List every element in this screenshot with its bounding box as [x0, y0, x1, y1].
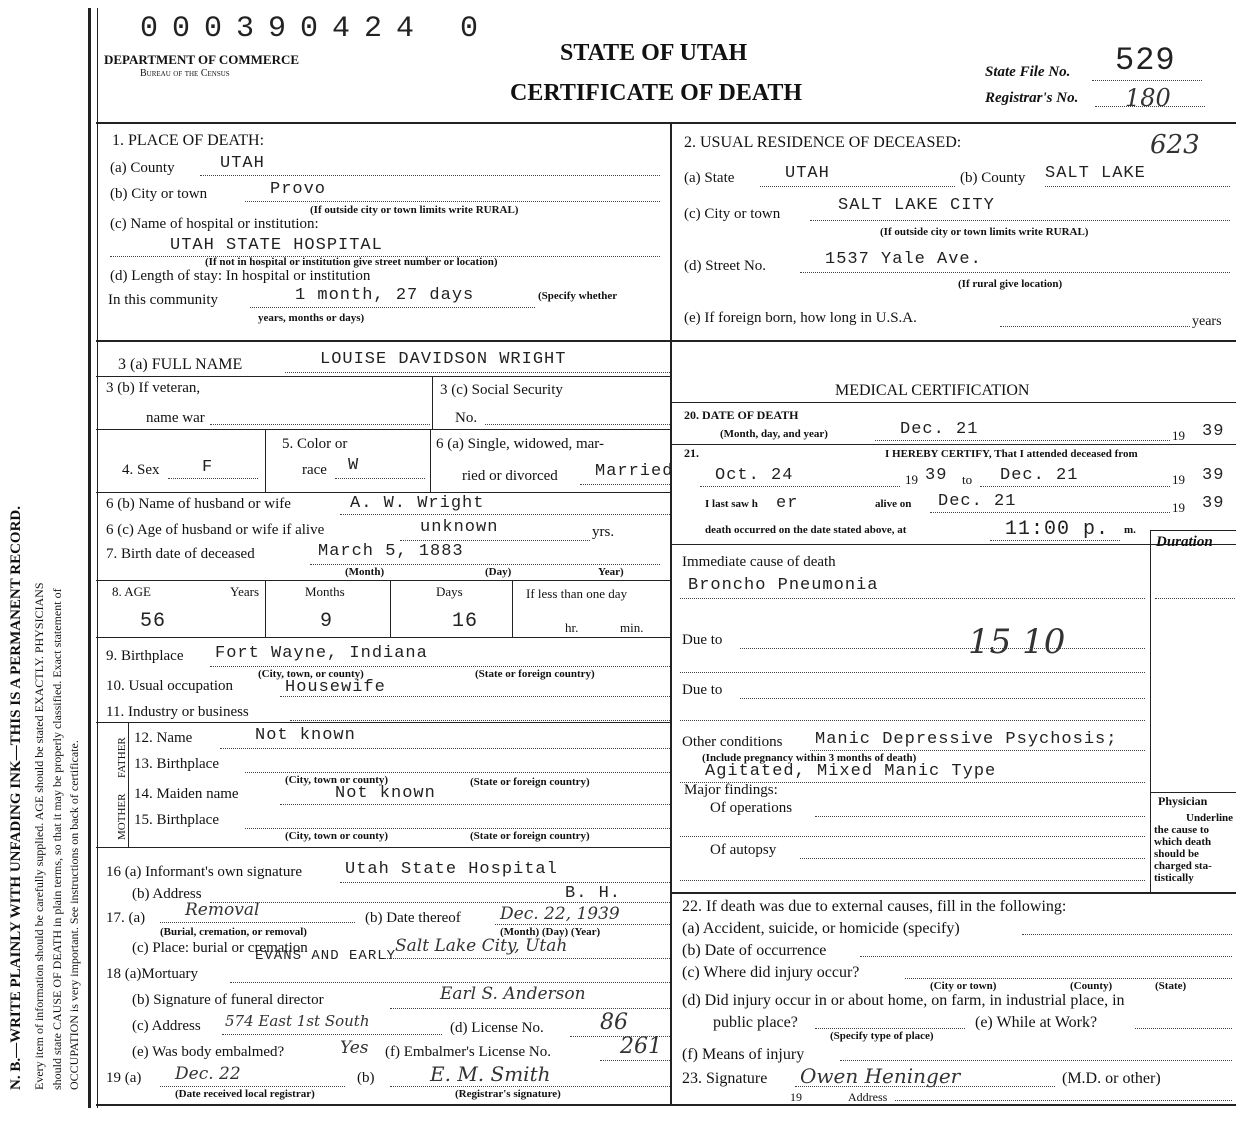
race-value: W: [348, 456, 360, 475]
res-street-note: (If rural give location): [958, 278, 1063, 290]
full-name-line: [285, 372, 670, 373]
birth-value: March 5, 1883: [318, 542, 464, 561]
color-label: 5. Color or: [282, 436, 348, 452]
director-label: (b) Signature of funeral director: [132, 992, 324, 1008]
place-burial-line: [380, 958, 670, 959]
marital-line: [580, 484, 670, 485]
residence-title: 2. USUAL RESIDENCE OF DECEASED:: [684, 134, 962, 151]
birthplace-line: [210, 666, 670, 667]
res-foreign-line: [1000, 326, 1190, 327]
res-street-line: [800, 272, 1230, 273]
day-note: (Day): [485, 566, 512, 578]
age-months-label: Months: [305, 584, 345, 599]
license-value: 86: [600, 1010, 628, 1035]
res-city-note: (If outside city or town limits write RURAL): [880, 226, 1089, 238]
margin-note-2: Every item of information should be carefully supplied. AGE should be stated EXACTLY. PHYSICIANS: [32, 582, 46, 1090]
external-c-line: [905, 978, 1232, 979]
sig-address-line: [895, 1100, 1232, 1101]
from-year: 39: [925, 466, 948, 485]
attended-to: Dec. 21: [1000, 466, 1079, 485]
immediate-line: [680, 598, 1145, 599]
external-d2: public place?: [713, 1014, 798, 1031]
external-a-line: [1022, 934, 1232, 935]
external-a: (a) Accident, suicide, or homicide (specify): [682, 920, 960, 937]
mbp-state-note: (State or foreign country): [470, 830, 590, 842]
registrar-label: Registrar's No.: [985, 90, 1079, 106]
disposal-date-note: (Month) (Day) (Year): [500, 926, 601, 938]
director-value: Earl S. Anderson: [440, 984, 586, 1004]
physician-top: [1150, 792, 1236, 793]
inf-address-value: B. H.: [565, 884, 622, 903]
fbp-city-note: (City, town or county): [285, 774, 389, 786]
dod-note: (Month, day, and year): [720, 428, 828, 440]
bureau-label: Bureau of the Census: [140, 68, 230, 79]
margin-note-3: should state CAUSE OF DEATH in plain terms, so that it may be properly classified. Exact statement of: [50, 588, 64, 1090]
registrar-sig-line: [390, 1086, 670, 1087]
age-years-label: Years: [230, 584, 260, 599]
duration-divider: [1150, 530, 1151, 892]
to-label: to: [962, 472, 973, 487]
embalmer-value: 261: [620, 1034, 662, 1059]
attended-from-line: [700, 486, 900, 487]
dod-value: Dec. 21: [900, 420, 979, 439]
father-name-line: [220, 748, 670, 749]
residence-margin-no: 623: [1150, 130, 1200, 160]
bp-city-note: (City, town, or county): [258, 668, 364, 680]
disposal-value: Removal: [185, 900, 260, 920]
fd-address-line: [222, 1034, 442, 1035]
duration-top: [1150, 530, 1236, 531]
full-name-value: LOUISE DAVIDSON WRIGHT: [320, 350, 567, 369]
informant-value: Utah State Hospital: [345, 860, 558, 879]
birthplace-label: 9. Birthplace: [106, 648, 184, 664]
father-birthplace-label: 13. Birthplace: [134, 756, 219, 772]
major-label: Major findings:: [684, 782, 778, 798]
place-burial-label: (c) Place: burial or cremation: [132, 940, 308, 956]
spouse-line: [340, 514, 670, 515]
rule-8: [96, 722, 672, 723]
res-street-value: 1537 Yale Ave.: [825, 250, 982, 269]
external-f-line: [840, 1060, 1232, 1061]
units-note: years, months or days): [258, 312, 365, 324]
autopsy-line-2: [680, 880, 1145, 881]
mother-birthplace-label: 15. Birthplace: [134, 812, 219, 828]
due-to-1: Due to: [682, 632, 723, 648]
physician-label: Physician: [1158, 794, 1208, 808]
to-year: 39: [1202, 466, 1225, 485]
year-note: Year): [598, 566, 624, 578]
full-name-label: 3 (a) FULL NAME: [118, 356, 243, 373]
due-to-2-line: [740, 698, 1145, 699]
medical-rule: [672, 402, 1236, 403]
ss-label: 3 (c) Social Security: [440, 382, 563, 398]
external-e-line: [1135, 1028, 1232, 1029]
res-foreign-label: (e) If foreign born, how long in U.S.A.: [684, 310, 917, 326]
center-divider: [670, 124, 672, 1104]
embalmed-value: Yes: [340, 1038, 369, 1058]
phys-note-3: which death: [1154, 836, 1212, 848]
other-value-1: Manic Depressive Psychosis;: [815, 730, 1118, 749]
county-value: UTAH: [220, 154, 265, 173]
external-d-line: [815, 1028, 965, 1029]
disposal-line: [160, 922, 355, 923]
registrar-no: 180: [1125, 84, 1171, 112]
dod-label: 20. DATE OF DEATH: [684, 408, 799, 422]
phys-note-5: charged sta-: [1154, 860, 1212, 872]
res-county-label: (b) County: [960, 170, 1026, 186]
month-note: (Month): [345, 566, 385, 578]
sig-address: Address: [848, 1090, 888, 1104]
registrar-line: [1095, 106, 1205, 107]
mortuary-line: [230, 982, 670, 983]
age-days-label: Days: [436, 584, 463, 599]
last-saw-label: I last saw h: [705, 498, 758, 510]
occurred-label: death occurred on the date stated above, at: [705, 524, 907, 536]
received-line: [160, 1086, 345, 1087]
autopsy-label: Of autopsy: [710, 842, 777, 858]
stay-label: (d) Length of stay: In hospital or institution: [110, 268, 371, 284]
cert-rule: [672, 544, 1236, 545]
birth-label: 7. Birth date of deceased: [106, 546, 255, 562]
time-value: 11:00 p.: [1005, 518, 1110, 541]
ops-line-2: [680, 836, 1145, 837]
age-div-2: [390, 581, 391, 637]
external-state: (State): [1155, 980, 1187, 992]
alive-line: [930, 512, 1170, 513]
disposal-date-label: (b) Date thereof: [365, 910, 461, 926]
war-line: [210, 424, 430, 425]
specify-note: (Specify whether: [538, 290, 618, 302]
immediate-dur-line: [1155, 598, 1235, 599]
occupation-value: Housewife: [285, 678, 386, 697]
disposal-date-value: Dec. 22, 1939: [500, 904, 620, 924]
bottom-rule: [96, 1104, 1236, 1106]
to-19: 19: [1172, 472, 1185, 487]
due-to-2b-line: [680, 720, 1145, 721]
res-years: years: [1192, 314, 1222, 329]
city-value: Provo: [270, 180, 327, 199]
md-label: (M.D. or other): [1062, 1070, 1161, 1087]
maiden-label: 14. Maiden name: [134, 786, 239, 802]
dod-19: 19: [1172, 428, 1185, 443]
duration-label: Duration: [1156, 534, 1213, 550]
res-city-label: (c) City or town: [684, 206, 781, 222]
res-state-label: (a) State: [684, 170, 735, 186]
registrar-sig-label: (b): [357, 1070, 375, 1086]
mortuary-label: 18 (a)Mortuary: [106, 966, 199, 982]
medical-title: MEDICAL CERTIFICATION: [835, 382, 1030, 399]
margin-note-1: N. B.—WRITE PLAINLY WITH UNFADING INK—THIS IS A PERMANENT RECORD.: [8, 506, 24, 1090]
other-line: [810, 750, 1145, 751]
dod-year: 39: [1202, 422, 1225, 441]
embalmer-line: [600, 1060, 670, 1061]
color-divider: [430, 430, 431, 492]
external-e: (e) While at Work?: [975, 1014, 1098, 1031]
external-f: (f) Means of injury: [682, 1046, 805, 1063]
age-months-value: 9: [320, 610, 334, 633]
from-19: 19: [905, 472, 918, 487]
disposal-date-line: [495, 924, 670, 925]
marital-value: Married: [595, 462, 674, 481]
state-file-line: [1092, 80, 1202, 81]
left-border: [88, 8, 91, 1108]
other-note: (Include pregnancy within 3 months of death): [702, 752, 917, 764]
registrar-sig-note: (Registrar's signature): [455, 1088, 561, 1100]
mortuary-value: EVANS AND EARLY: [255, 948, 397, 964]
parents-divider: [128, 722, 129, 847]
bp-state-note: (State or foreign country): [475, 668, 595, 680]
hospital-label: (c) Name of hospital or institution:: [110, 216, 319, 232]
due-to-2: Due to: [682, 682, 723, 698]
veteran-divider: [432, 377, 433, 429]
stay-value: 1 month, 27 days: [295, 286, 475, 305]
informant-label: 16 (a) Informant's own signature: [106, 864, 302, 880]
rule-7: [96, 637, 672, 638]
rule-9: [96, 847, 672, 848]
signature-label: 23. Signature: [682, 1070, 768, 1087]
cert-label: 21.: [684, 446, 699, 460]
inf-address-label: (b) Address: [132, 886, 202, 902]
cause-codes: 15 10: [968, 622, 1066, 662]
city-note: (If outside city or town limits write RURAL): [310, 204, 519, 216]
alive-date: Dec. 21: [938, 492, 1017, 511]
county-line: [200, 175, 660, 176]
dept-label: DEPARTMENT OF COMMERCE: [104, 52, 300, 67]
section1-rule: [96, 340, 672, 342]
cert-title: CERTIFICATE OF DEATH: [510, 80, 803, 106]
signature-line: [795, 1086, 1055, 1087]
alive-year: 39: [1202, 494, 1225, 513]
received-note: (Date received local registrar): [175, 1088, 315, 1100]
city-line: [245, 201, 660, 202]
race-line: [335, 478, 425, 479]
fd-address-label: (c) Address: [132, 1018, 201, 1034]
state-title: STATE OF UTAH: [560, 40, 748, 66]
yrs-label: yrs.: [592, 524, 615, 540]
external-title: 22. If death was due to external causes, fill in the following:: [682, 898, 1067, 915]
external-b: (b) Date of occurrence: [682, 942, 827, 959]
state-file-label: State File No.: [985, 64, 1071, 80]
min-label: min.: [620, 620, 644, 635]
state-file-no: 529: [1115, 42, 1176, 79]
father-birthplace-line: [245, 772, 670, 773]
serial-number: 000390424 0: [140, 12, 493, 46]
section2-rule: [672, 340, 1236, 342]
embalmer-label: (f) Embalmer's License No.: [385, 1044, 551, 1060]
immediate-value: Broncho Pneumonia: [688, 576, 879, 595]
birthplace-value: Fort Wayne, Indiana: [215, 644, 428, 663]
under-day-label: If less than one day: [526, 586, 628, 601]
age-days-value: 16: [452, 610, 479, 633]
veteran-label: 3 (b) If veteran,: [106, 380, 201, 396]
fd-address-value: 574 East 1st South: [225, 1012, 370, 1030]
ss-line: [485, 424, 670, 425]
hospital-note: (If not in hospital or institution give street number or location): [205, 256, 498, 268]
due-to-1b-line: [680, 672, 1145, 673]
left-border-inner: [97, 8, 98, 1108]
birth-line: [310, 564, 660, 565]
phys-note-4: should be: [1154, 848, 1199, 860]
stay-line: [250, 307, 535, 308]
cert-text: I HEREBY CERTIFY, That I attended deceased from: [885, 448, 1138, 460]
director-line: [390, 1008, 670, 1009]
age-label: 8. AGE: [112, 584, 151, 599]
mother-label: MOTHER: [116, 793, 128, 840]
immediate-label: Immediate cause of death: [682, 554, 836, 570]
time-line: [990, 540, 1120, 541]
city-label: (b) City or town: [110, 186, 208, 202]
disposal-note: (Burial, cremation, or removal): [160, 926, 307, 938]
external-d: (d) Did injury occur in or about home, on farm, in industrial place, in: [682, 992, 1125, 1009]
phys-note-6: tistically: [1154, 872, 1194, 884]
race-label: race: [302, 462, 327, 478]
sex-line: [168, 478, 258, 479]
community-label: In this community: [108, 292, 218, 308]
header-rule: [96, 122, 1236, 124]
res-county-line: [1045, 186, 1230, 187]
phys-note-1: Underline: [1186, 812, 1234, 824]
external-c: (c) Where did injury occur?: [682, 964, 860, 981]
place-of-death-title: 1. PLACE OF DEATH:: [112, 132, 265, 149]
attended-to-line: [980, 486, 1170, 487]
res-city-line: [810, 220, 1230, 221]
industry-line: [290, 720, 670, 721]
mbp-city-note: (City, town or county): [285, 830, 389, 842]
marital-label2: ried or divorced: [462, 468, 558, 484]
res-state-value: UTAH: [785, 164, 830, 183]
war-label: name war: [146, 410, 205, 426]
county-label: (a) County: [110, 160, 175, 176]
sex-divider: [265, 430, 266, 492]
place-burial-value: Salt Lake City, Utah: [395, 936, 568, 956]
res-state-line: [760, 186, 955, 187]
dod-line: [875, 440, 1170, 441]
fbp-state-note: (State or foreign country): [470, 776, 590, 788]
inf-address-line: [210, 902, 670, 903]
margin-note-4: OCCUPATION is very important. See instructions on back of certificate.: [67, 740, 81, 1090]
age-years-value: 56: [140, 610, 167, 633]
due-to-1-line: [740, 648, 1145, 649]
rule-6: [96, 580, 672, 581]
external-county: (County): [1070, 980, 1113, 992]
dod-rule: [672, 444, 1236, 445]
phys-note-2: the cause to: [1154, 824, 1209, 836]
hr-label: hr.: [565, 620, 579, 635]
age-div-3: [512, 581, 513, 637]
disposal-label: 17. (a): [106, 910, 146, 926]
father-name-value: Not known: [255, 726, 356, 745]
rule-3: [96, 376, 672, 377]
external-city: (City or town): [930, 980, 997, 992]
age-div-1: [265, 581, 266, 637]
other-label: Other conditions: [682, 734, 783, 750]
maiden-value: Not known: [335, 784, 436, 803]
res-city-value: SALT LAKE CITY: [838, 196, 995, 215]
last-saw-her: er: [776, 494, 799, 513]
occupation-label: 10. Usual occupation: [106, 678, 234, 694]
mother-birthplace-line: [245, 828, 670, 829]
sex-value: F: [202, 458, 214, 477]
registrar-sig-value: E. M. Smith: [430, 1062, 551, 1086]
res-street-label: (d) Street No.: [684, 258, 767, 274]
external-b-line: [860, 956, 1232, 957]
industry-label: 11. Industry or business: [106, 704, 249, 720]
informant-line: [340, 882, 670, 883]
autopsy-line: [800, 858, 1145, 859]
spouse-label: 6 (b) Name of husband or wife: [106, 496, 291, 512]
spouse-age-line: [400, 540, 590, 541]
m-label: m.: [1124, 524, 1136, 536]
attended-from: Oct. 24: [715, 466, 794, 485]
rule-5: [96, 492, 672, 493]
ops-label: Of operations: [710, 800, 793, 816]
alive-on-label: alive on: [875, 498, 912, 510]
embalmed-label: (e) Was body embalmed?: [132, 1044, 285, 1060]
cause-rule: [672, 892, 1236, 894]
alive-19: 19: [1172, 500, 1185, 515]
physician-signature: Owen Heninger: [800, 1064, 961, 1088]
other-value-2: Agitated, Mixed Manic Type: [705, 762, 997, 781]
spouse-age-value: unknown: [420, 518, 499, 537]
received-value: Dec. 22: [175, 1064, 241, 1084]
father-name-label: 12. Name: [134, 730, 193, 746]
maiden-line: [280, 804, 670, 805]
res-county-value: SALT LAKE: [1045, 164, 1146, 183]
sex-label: 4. Sex: [122, 462, 160, 478]
sig-19: 19: [790, 1090, 802, 1104]
occupation-line: [280, 696, 670, 697]
spouse-age-label: 6 (c) Age of husband or wife if alive: [106, 522, 325, 538]
marital-label: 6 (a) Single, widowed, mar-: [436, 436, 604, 452]
hospital-value: UTAH STATE HOSPITAL: [170, 236, 383, 255]
ops-line: [815, 816, 1145, 817]
rule-4: [96, 429, 672, 430]
ss-no-label: No.: [455, 410, 478, 426]
received-label: 19 (a): [106, 1070, 142, 1086]
external-specify: (Specify type of place): [830, 1030, 934, 1042]
father-label: FATHER: [116, 737, 128, 778]
license-label: (d) License No.: [450, 1020, 544, 1036]
spouse-value: A. W. Wright: [350, 494, 485, 513]
